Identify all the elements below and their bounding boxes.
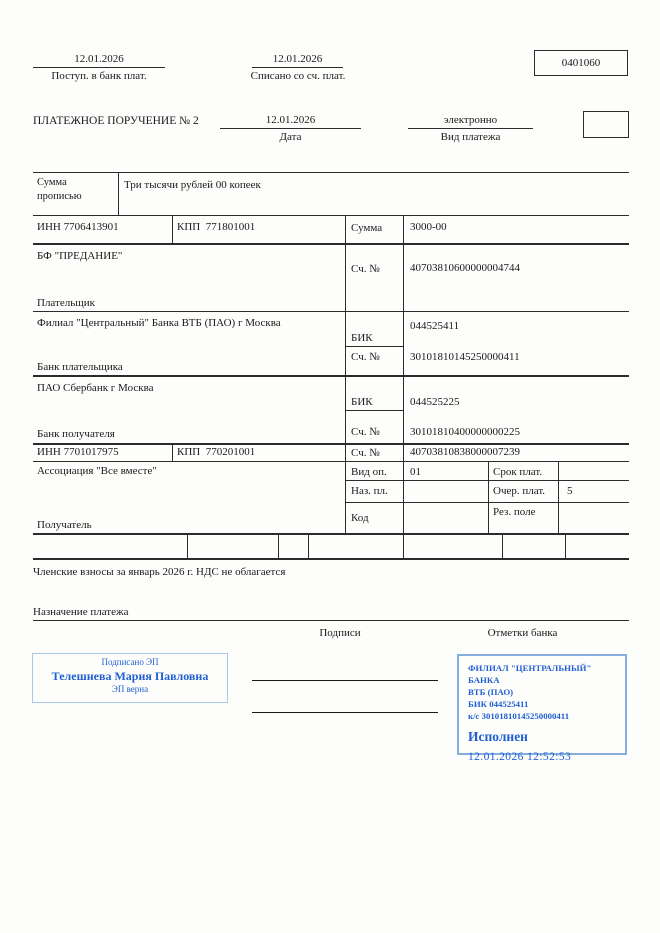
table-line (172, 215, 173, 243)
op-kind-value: 01 (410, 466, 421, 478)
payee-bank-account: 30101810400000000225 (410, 426, 520, 438)
table-line (33, 558, 629, 560)
payer-account-label: Сч. № (351, 263, 380, 275)
debited-date-underline (252, 67, 343, 68)
received-date-underline (33, 67, 165, 68)
amount-words-value: Три тысячи рублей 00 копеек (124, 179, 261, 191)
payer-bank-account-label: Сч. № (351, 351, 380, 363)
sum-value: 3000-00 (410, 221, 447, 233)
op-kind-label: Вид оп. (351, 466, 387, 478)
payee-label: Получатель (37, 519, 92, 531)
purpose-code-label: Наз. пл. (351, 485, 388, 497)
table-line (345, 346, 403, 347)
table-line (187, 533, 188, 558)
document-date-underline (220, 128, 361, 129)
table-line (345, 502, 629, 503)
form-code-box (534, 50, 628, 76)
table-line (33, 443, 629, 445)
table-line (403, 215, 404, 558)
payee-inn: ИНН 7701017975 (37, 446, 119, 458)
form-code-value: 0401060 (561, 57, 601, 69)
reserve-field-label: Рез. поле (493, 506, 536, 518)
table-line (345, 215, 346, 533)
table-line (565, 533, 566, 558)
table-line (33, 215, 629, 216)
payer-kpp: КПП 771801001 (177, 221, 256, 233)
amount-words-label-2: прописью (37, 191, 82, 202)
status-box (583, 111, 629, 138)
ep-verified-label: ЭП верна (111, 684, 149, 695)
table-line (33, 243, 629, 245)
payer-bank-name: Филиал "Центральный" Банка ВТБ (ПАО) г Москва (37, 317, 281, 329)
payer-account: 40703810600000004744 (410, 262, 520, 274)
bank-execution-stamp (457, 654, 627, 764)
payee-bank-bik: 044525225 (410, 396, 460, 408)
priority-label: Очер. плат. (493, 485, 546, 497)
document-title: ПЛАТЕЖНОЕ ПОРУЧЕНИЕ № 2 (33, 115, 199, 127)
due-date-label: Срок плат. (493, 466, 543, 478)
sum-label: Сумма (351, 222, 383, 234)
table-line (33, 311, 629, 312)
table-line (118, 172, 119, 215)
bank-stamp-corr-account: к/с 30101810145250000411 (468, 710, 570, 721)
payer-bank-bik-label: БИК (351, 332, 373, 344)
document-date-value: 12.01.2026 (265, 114, 316, 126)
signature-line-2 (252, 712, 438, 713)
bank-stamp-branch-line-1: ФИЛИАЛ "ЦЕНТРАЛЬНЫЙ" БАНКА (468, 663, 592, 685)
document-date-label: Дата (279, 131, 302, 143)
received-date-value: 12.01.2026 (74, 53, 124, 65)
payment-kind-underline (408, 128, 533, 129)
payee-bank-bik-label: БИК (351, 396, 373, 408)
purpose-text: Членские взносы за январь 2026 г. НДС не облагается (33, 566, 286, 578)
priority-value: 5 (567, 485, 573, 497)
payee-kpp: КПП 770201001 (177, 446, 256, 458)
payee-bank-account-label: Сч. № (351, 426, 380, 438)
payee-account: 40703810838000007239 (410, 446, 520, 458)
electronic-signature-stamp (32, 653, 228, 703)
code-label: Код (351, 512, 369, 524)
payer-bank-label: Банк плательщика (37, 361, 123, 373)
table-line (33, 172, 629, 173)
purpose-underline (33, 620, 629, 621)
table-line (308, 533, 309, 558)
payee-account-label: Сч. № (351, 447, 380, 459)
signer-name: Телешнева Мария Павловна (51, 669, 209, 684)
signed-by-ep-label: Подписано ЭП (101, 657, 159, 667)
bank-stamp-branch-line-2: ВТБ (ПАО) (468, 686, 514, 697)
payee-bank-name: ПАО Сбербанк г Москва (37, 382, 154, 394)
signatures-label: Подписи (319, 627, 361, 639)
payer-name: БФ "ПРЕДАНИЕ" (37, 250, 123, 262)
payee-bank-label: Банк получателя (37, 428, 115, 440)
bank-marks-label: Отметки банка (487, 627, 558, 639)
table-line (172, 443, 173, 461)
debited-date-value: 12.01.2026 (272, 53, 323, 65)
signature-line-1 (252, 680, 438, 681)
amount-words-label-1: Сумма (37, 177, 67, 188)
table-line (502, 533, 503, 558)
debited-date-label: Списано со сч. плат. (250, 70, 346, 82)
table-line (488, 461, 489, 533)
payer-bank-account: 30101810145250000411 (410, 351, 520, 363)
table-line (33, 533, 629, 535)
table-line (558, 461, 559, 533)
received-date-label: Поступ. в банк плат. (51, 70, 147, 82)
payer-inn: ИНН 7706413901 (37, 221, 119, 233)
bank-stamp-status: Исполнен (468, 729, 528, 745)
payment-kind-label: Вид платежа (440, 131, 501, 143)
table-line (345, 410, 403, 411)
table-line (33, 461, 629, 462)
bank-stamp-bik: БИК 044525411 (468, 698, 529, 709)
payment-kind-value: электронно (443, 114, 498, 126)
payee-name: Ассоциация "Все вместе" (37, 465, 157, 477)
payer-label: Плательщик (37, 297, 95, 309)
purpose-label: Назначение платежа (33, 606, 129, 618)
table-line (345, 480, 629, 481)
table-line (33, 375, 629, 377)
table-line (278, 533, 279, 558)
payer-bank-bik: 044525411 (410, 320, 460, 332)
bank-stamp-datetime: 12.01.2026 12:52:53 (468, 751, 572, 764)
